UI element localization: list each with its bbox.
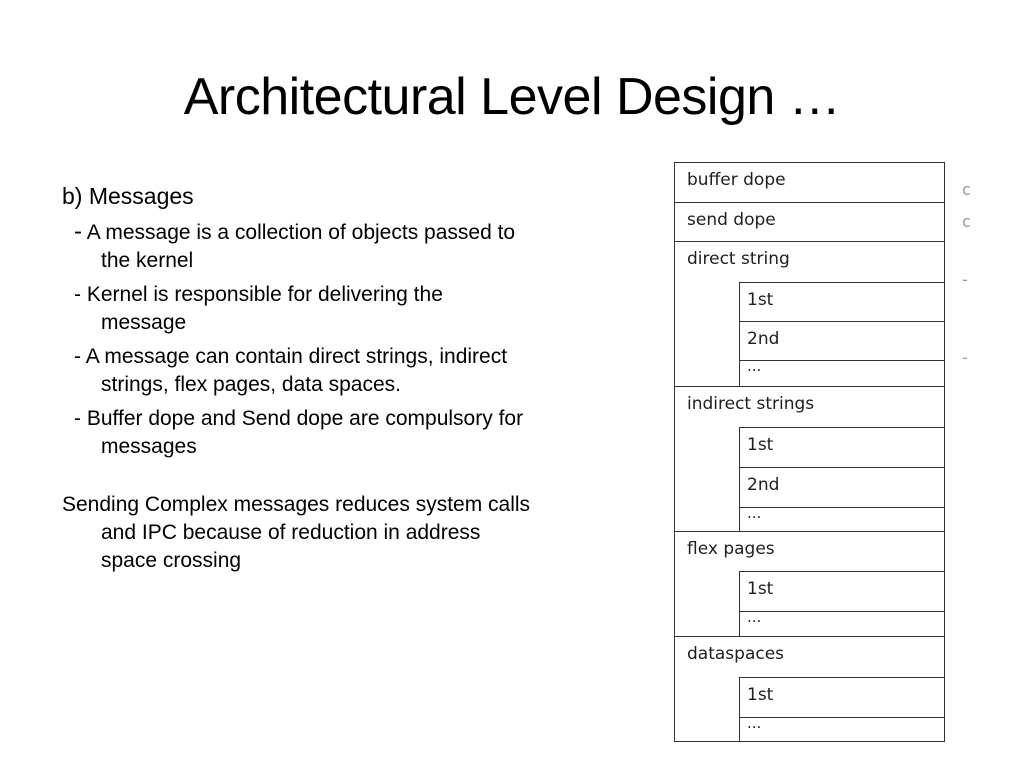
diagram-label: buffer dope — [687, 170, 786, 190]
diagram-sub-item — [739, 427, 944, 467]
edge-mark: c — [962, 212, 971, 231]
diagram-row-indirect-strings — [675, 386, 944, 531]
diagram-label: flex pages — [687, 539, 775, 559]
diagram-label: dataspaces — [687, 644, 785, 664]
diagram-sub-label: 1st — [747, 685, 774, 705]
message-structure-diagram — [674, 162, 945, 742]
diagram-sub-item — [739, 608, 944, 637]
cropped-edge-marks — [962, 162, 976, 412]
diagram-label: send dope — [687, 210, 776, 230]
diagram-sub-item — [739, 282, 944, 321]
diagram-row-direct-string — [675, 241, 944, 386]
bullet-dash: - — [74, 283, 81, 306]
bullet-item — [62, 218, 532, 275]
diagram-label: direct string — [687, 249, 790, 269]
diagram-row-buffer-dope — [675, 162, 944, 202]
diagram-sub-label: ... — [747, 357, 762, 375]
edge-mark: - — [962, 348, 968, 367]
diagram-sub-label: 2nd — [747, 329, 780, 349]
bullet-item — [62, 281, 532, 337]
diagram-sub-label: ... — [747, 608, 762, 626]
bullet-item — [62, 405, 532, 461]
diagram-sub-item — [739, 571, 944, 611]
edge-mark: c — [962, 180, 971, 199]
bullet-text: Buffer dope and Send dope are compulsory for messages — [86, 407, 524, 458]
diagram-sub-item — [739, 504, 944, 532]
slide-title: Architectural Level Design … — [183, 68, 841, 126]
bullet-item — [62, 343, 532, 399]
diagram-row-flex-pages — [675, 531, 944, 636]
bullet-text: A message can contain direct strings, indirect strings, flex pages, data spaces. — [85, 345, 508, 396]
section-heading: b) Messages — [62, 183, 194, 209]
diagram-label: indirect strings — [687, 394, 815, 414]
diagram-sub-label: 1st — [747, 435, 774, 455]
diagram-sub-label: 1st — [747, 290, 774, 310]
diagram-sub-item — [739, 714, 944, 742]
bullet-dash: - — [74, 407, 81, 430]
diagram-sub-item — [739, 321, 944, 360]
body-text — [62, 180, 532, 575]
diagram-sub-label: 1st — [747, 579, 774, 599]
diagram-sub-label: ... — [747, 504, 762, 522]
bullet-text: Kernel is responsible for delivering the message — [86, 283, 443, 334]
bullet-text: A message is a collection of objects passed to the kernel — [86, 221, 516, 272]
diagram-sub-item — [739, 677, 944, 717]
diagram-row-send-dope — [675, 202, 944, 241]
edge-mark: - — [962, 270, 968, 289]
diagram-sub-item — [739, 357, 944, 386]
summary-paragraph: Sending Complex messages reduces system calls and IPC because of reduction in address space crossing — [62, 493, 531, 572]
bullet-dash: - — [74, 345, 81, 368]
diagram-sub-label: ... — [747, 714, 762, 732]
diagram-row-dataspaces — [675, 636, 944, 741]
diagram-sub-label: 2nd — [747, 475, 780, 495]
diagram-sub-item — [739, 467, 944, 507]
bullet-dash: - — [74, 218, 82, 245]
